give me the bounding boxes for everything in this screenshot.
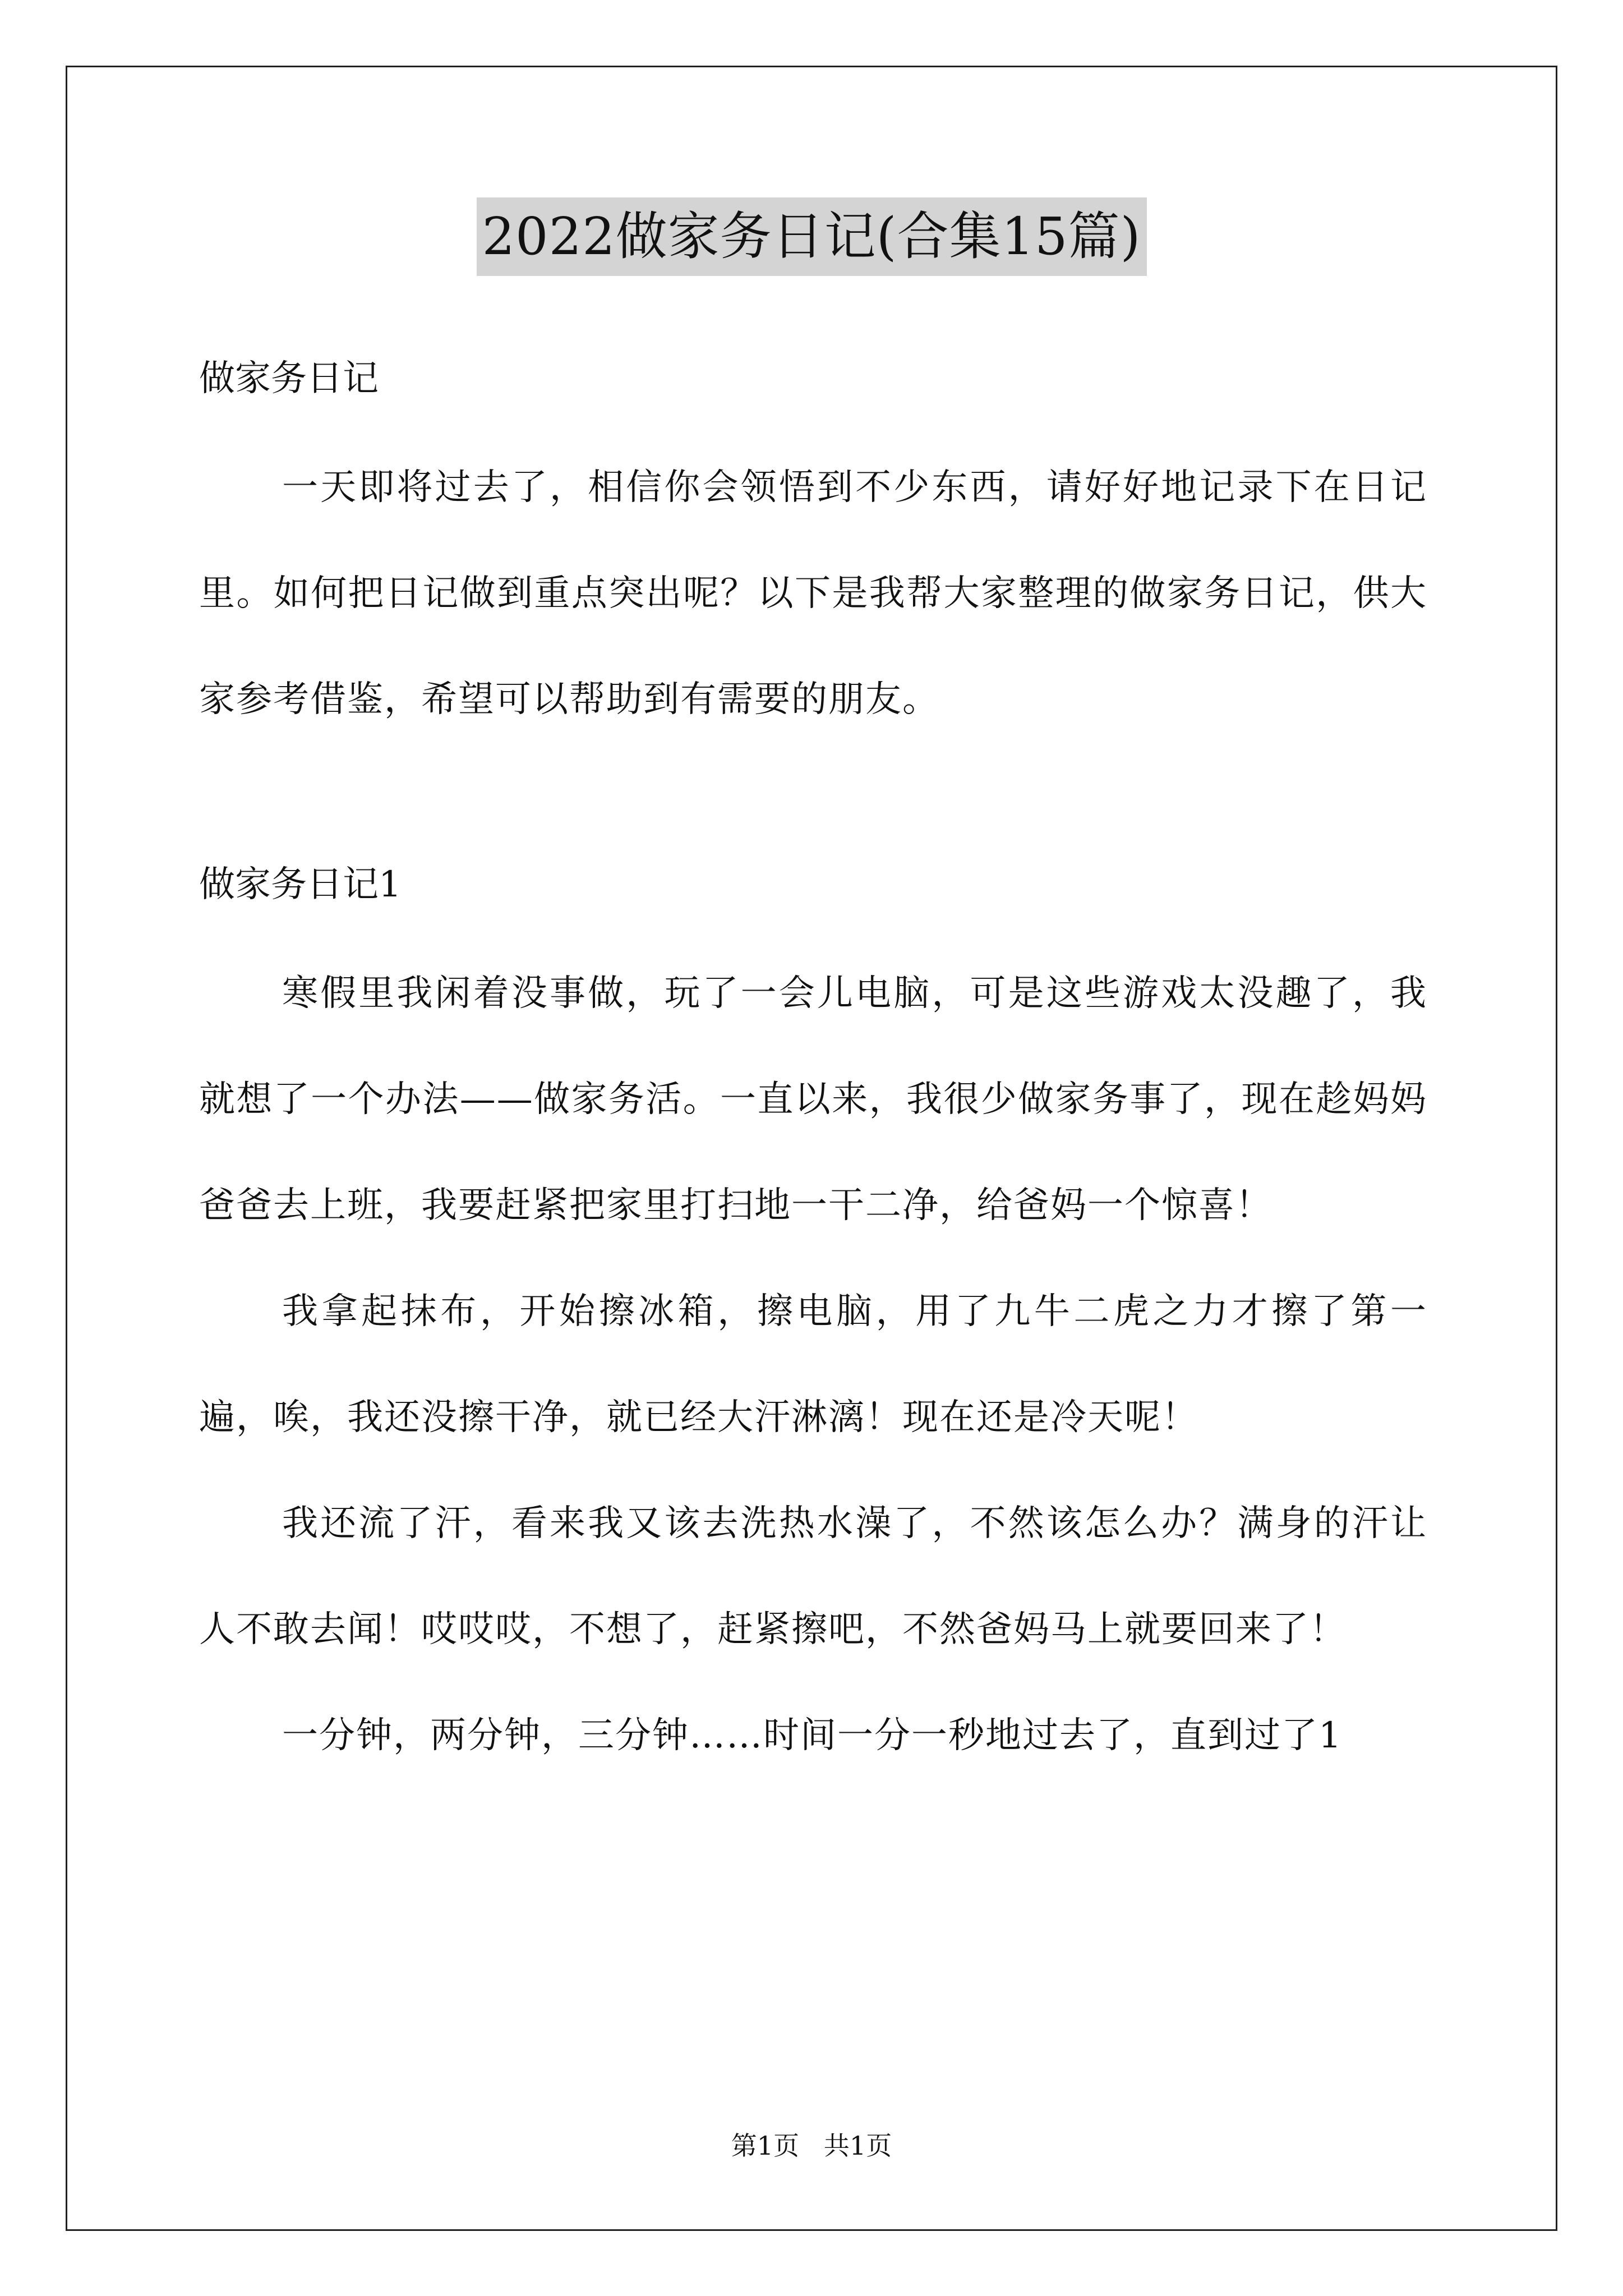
document-body [199, 339, 1427, 1789]
document-title: 2022做家务日记(合集15篇) [477, 197, 1147, 276]
body-paragraph: 我拿起抹布，开始擦冰箱，擦电脑，用了九牛二虎之力才擦了第一遍，唉，我还没擦干净，就已经大汗淋漓！现在还是冷天呢！ [199, 1291, 1427, 1438]
page-footer: 第1页 共1页 [731, 2131, 892, 2161]
body-paragraph: 寒假里我闲着没事做，玩了一会儿电脑，可是这些游戏太没趣了，我就想了一个办法——做家务活。一直以来，我很少做家务事了，现在趁妈妈爸爸去上班，我要赶紧把家里打扫地一干二净，给爸妈一个惊喜！ [199, 973, 1427, 1226]
body-paragraph: 我还流了汗，看来我又该去洗热水澡了，不然该怎么办？满身的汗让人不敢去闻！哎哎哎，不想了，赶紧擦吧，不然爸妈马上就要回来了！ [199, 1503, 1427, 1650]
body-paragraph: 一分钟，两分钟，三分钟……时间一分一秒地过去了，直到过了1 [282, 1715, 1343, 1756]
title-container [0, 197, 1623, 276]
intro-heading: 做家务日记 [199, 358, 379, 399]
section-heading: 做家务日记1 [199, 864, 402, 905]
intro-paragraph: 一天即将过去了，相信你会领悟到不少东西，请好好地记录下在日记里。如何把日记做到重点突出呢？以下是我帮大家整理的做家务日记，供大家参考借鉴，希望可以帮助到有需要的朋友。 [199, 467, 1427, 720]
